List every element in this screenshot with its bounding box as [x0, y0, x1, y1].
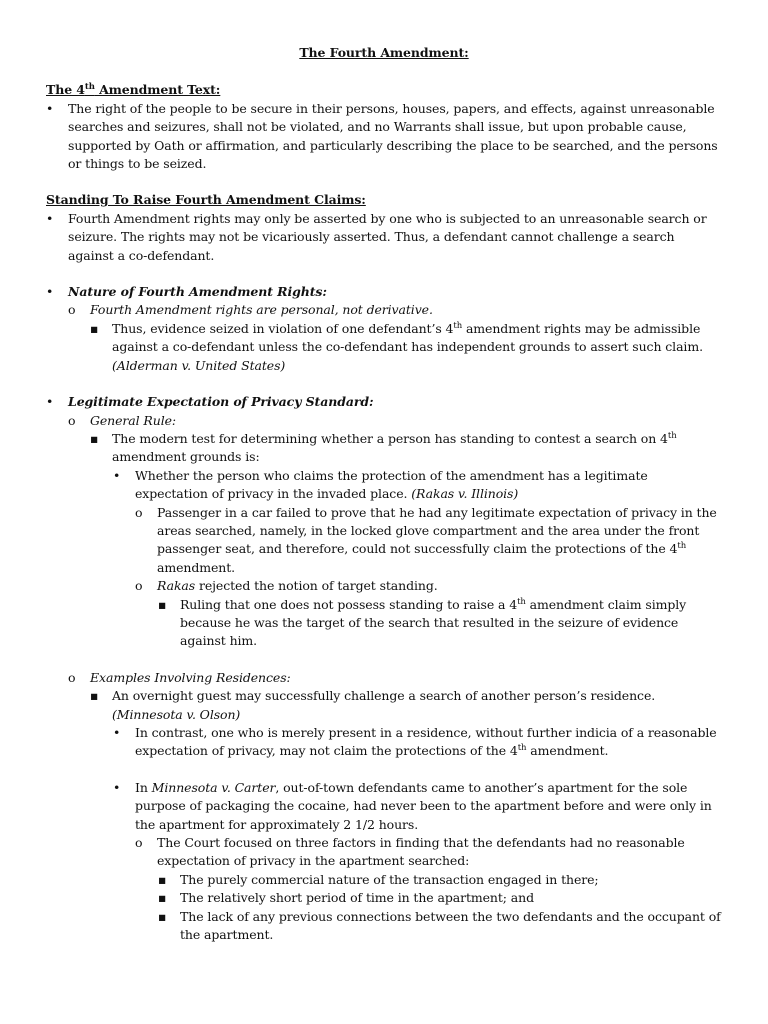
factor-text: The lack of any previous connections between the two defendants and the occupant of the apartment. [180, 908, 721, 943]
paragraph [112, 430, 722, 467]
paragraph [135, 724, 722, 761]
list-item [46, 724, 722, 761]
list-item [46, 596, 722, 651]
list-item [46, 320, 722, 375]
circle-bullet-icon: o [135, 835, 143, 851]
section-heading-amendment-text [46, 81, 722, 99]
text-fragment: Whether the person who claims the protection of the amendment has a legitimate expectation of privacy in the invaded place. [135, 467, 648, 502]
paragraph [112, 687, 722, 724]
list-item [46, 669, 722, 687]
subheading: Fourth Amendment rights are personal, not derivative. [90, 302, 433, 318]
circle-bullet-icon: o [68, 669, 76, 685]
bullet-icon: • [113, 779, 121, 795]
text-fragment: amendment grounds is: [112, 449, 260, 465]
text-fragment: Ruling that one does not possess standing to raise a 4 [180, 596, 518, 612]
square-bullet-icon: ▪ [158, 890, 167, 906]
text-fragment: The modern test for determining whether a person has standing to contest a search on 4 [112, 430, 668, 446]
ordinal-suffix: th [677, 541, 687, 552]
factor-text: The relatively short period of time in the apartment; and [180, 890, 534, 906]
paragraph [135, 467, 722, 504]
square-bullet-icon: ▪ [90, 688, 99, 704]
paragraph: The Court focused on three factors in finding that the defendants had no reasonable expectation of privacy in the apartment searched: [157, 835, 685, 869]
list-item [46, 687, 722, 724]
text-fragment: amendment. [526, 743, 609, 759]
list-item [46, 301, 722, 319]
bullet-icon: • [46, 100, 54, 116]
list-item [46, 889, 722, 907]
document-title: The Fourth Amendment: [299, 45, 469, 60]
ordinal-suffix: th [84, 82, 95, 93]
text-fragment: rejected the notion of target standing. [195, 578, 438, 594]
circle-bullet-icon: o [135, 578, 143, 594]
square-bullet-icon: ▪ [90, 430, 99, 446]
case-name: Rakas [157, 578, 196, 594]
bullet-icon: • [46, 284, 54, 300]
text-fragment: Passenger in a car failed to prove that he had any legitimate expectation of privacy in the areas searched, namely, in the locked glove compartment and the area under the front passenger seat, and therefore, could not successfully claim the protections of the 4 [157, 504, 717, 557]
subheading: Examples Involving Residences: [90, 669, 291, 685]
list-item [46, 100, 722, 174]
list-item [46, 412, 722, 430]
case-citation: (Alderman v. United States) [112, 357, 286, 373]
heading-text: The 4 [46, 82, 85, 98]
text-fragment: In contrast, one who is merely present in a residence, without further indicia of a reasonable expectation of privacy, may not claim the protections of the 4 [135, 725, 717, 759]
ordinal-suffix: th [453, 320, 463, 331]
square-bullet-icon: ▪ [158, 596, 167, 612]
list-item [46, 779, 722, 834]
list-item [46, 834, 722, 871]
list-item [46, 908, 722, 945]
text-fragment: , out-of-town defendants came to another’s apartment for the sole purpose of packaging the cocaine, had never been to the apartment before and were only in the apartment for approximately 2 1/2 hours. [135, 779, 712, 832]
section-heading-privacy: Legitimate Expectation of Privacy Standard: [68, 394, 374, 410]
list-item [46, 871, 722, 889]
list-item [46, 283, 722, 301]
section-heading-nature: Nature of Fourth Amendment Rights: [68, 284, 327, 300]
factor-text: The purely commercial nature of the transaction engaged in there; [180, 871, 599, 887]
circle-bullet-icon: o [68, 412, 76, 428]
list-item [46, 210, 722, 265]
ordinal-suffix: th [667, 430, 677, 441]
list-item [46, 430, 722, 467]
list-item [46, 504, 722, 578]
bullet-icon: • [113, 725, 121, 740]
list-item [46, 393, 722, 411]
text-fragment: amendment claim simply because he was the target of the search that resulted in the seizure of evidence against him. [180, 596, 687, 649]
square-bullet-icon: ▪ [90, 320, 99, 336]
case-citation: (Minnesota v. Olson) [112, 706, 241, 722]
standing-text: Fourth Amendment rights may only be asserted by one who is subjected to an unreasonable search or seizure. The rights may not be vicariously asserted. Thus, a defendant cannot challenge a search against a co-defendant. [68, 210, 707, 263]
bullet-icon: • [46, 394, 54, 410]
square-bullet-icon: ▪ [158, 871, 167, 887]
text-fragment: In [135, 779, 152, 795]
ordinal-suffix: th [517, 596, 526, 607]
paragraph [135, 779, 722, 834]
section-heading-standing: Standing To Raise Fourth Amendment Claims: [46, 192, 366, 208]
text-fragment: An overnight guest may successfully challenge a search of another person’s residence. [112, 688, 656, 704]
subheading: General Rule: [90, 412, 176, 428]
case-name: Minnesota v. Carter [151, 779, 276, 795]
amendment-text: The right of the people to be secure in their persons, houses, papers, and effects, against unreasonable searches and seizures, shall not be violated, and no Warrants shall issue, but upon probable cause, supported by Oath or affirmation, and particularly describing the place to be searched, and the persons or things to be seized. [68, 100, 718, 172]
paragraph [157, 577, 722, 595]
paragraph [180, 596, 722, 651]
list-item [46, 467, 722, 504]
square-bullet-icon: ▪ [158, 908, 167, 924]
text-fragment: Thus, evidence seized in violation of one defendant’s 4 [112, 320, 454, 336]
bullet-icon: • [113, 467, 121, 483]
heading-text: Amendment Text: [94, 82, 221, 98]
text-fragment: amendment rights may be admissible against a co-defendant unless the co-defendant has independent grounds to assert such claim. [112, 320, 703, 355]
circle-bullet-icon: o [68, 302, 76, 318]
bullet-icon: • [46, 210, 54, 226]
paragraph [112, 320, 722, 375]
paragraph [157, 504, 722, 578]
text-fragment: amendment. [157, 559, 236, 575]
case-citation: (Rakas v. Illinois) [411, 486, 519, 502]
circle-bullet-icon: o [135, 504, 143, 520]
ordinal-suffix: th [517, 743, 527, 754]
list-item [46, 577, 722, 595]
